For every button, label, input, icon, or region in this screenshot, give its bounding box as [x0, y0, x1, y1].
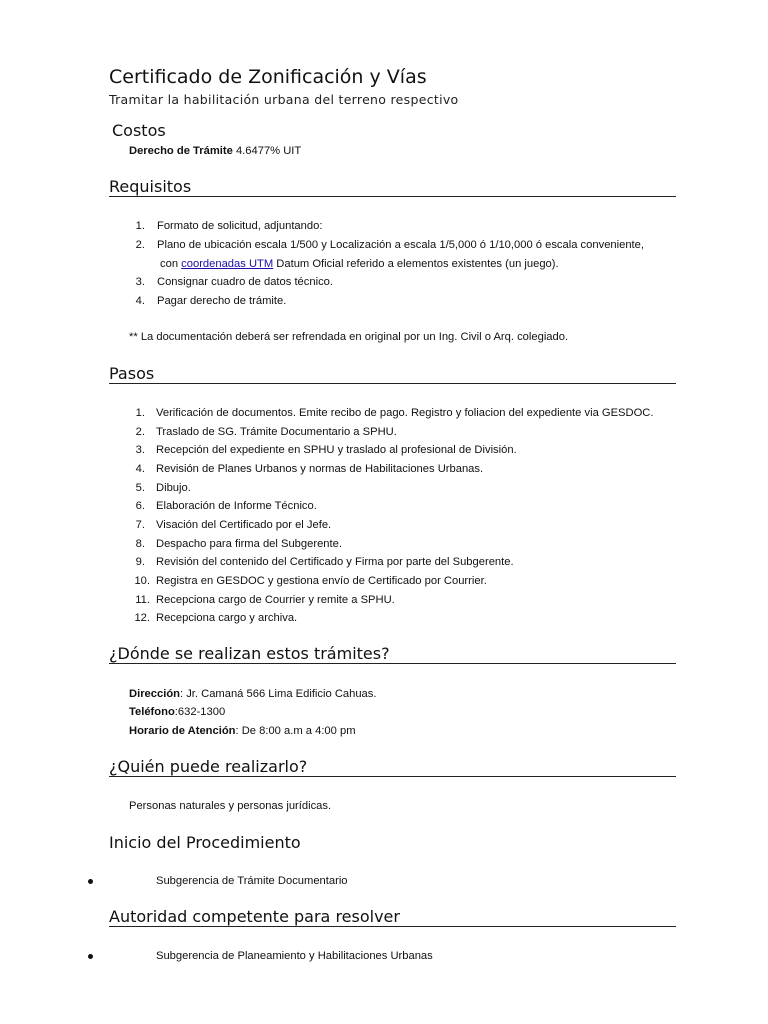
- page-title: Certificado de Zonificación y Vías: [109, 66, 427, 88]
- list-item-text: Recepción del expediente en SPHU y traslado al profesional de División.: [156, 444, 517, 456]
- quien-heading: ¿Quién puede realizarlo?: [109, 757, 308, 776]
- donde-divider: [109, 663, 676, 664]
- list-item-text: Registra en GESDOC y gestiona envío de Certificado por Courrier.: [156, 575, 487, 587]
- direccion-line: [129, 688, 377, 700]
- list-item-text: Verificación de documentos. Emite recibo de pago. Registro y foliacion del expediente via GESDOC.: [156, 407, 654, 419]
- costos-label: Derecho de Trámite: [129, 145, 233, 157]
- horario-value: : De 8:00 a.m a 4:00 pm: [235, 725, 356, 737]
- list-number: 2.: [135, 426, 145, 438]
- requisitos-divider: [109, 196, 676, 197]
- list-number: 11.: [135, 594, 150, 606]
- autoridad-heading: Autoridad competente para resolver: [109, 907, 400, 926]
- requisito-item-continuation: [160, 258, 559, 270]
- pasos-heading: Pasos: [109, 364, 155, 383]
- costos-heading: Costos: [112, 121, 166, 140]
- list-number: 7.: [135, 519, 145, 531]
- list-item-text: Dibujo.: [156, 482, 191, 494]
- coordenadas-utm-link[interactable]: coordenadas UTM: [181, 258, 274, 270]
- inicio-item: Subgerencia de Trámite Documentario: [156, 875, 348, 887]
- costos-value: 4.6477% UIT: [235, 145, 302, 157]
- inicio-heading: Inicio del Procedimiento: [109, 833, 301, 852]
- list-item-text: Pagar derecho de trámite.: [157, 295, 287, 307]
- continuation-text-before: con: [160, 258, 179, 270]
- list-item-text: Recepciona cargo de Courrier y remite a SPHU.: [156, 594, 395, 606]
- horario-label: Horario de Atención: [129, 725, 236, 737]
- bullet-icon: [88, 954, 93, 959]
- list-number: 3.: [135, 444, 145, 456]
- list-number: 2.: [135, 239, 145, 251]
- list-number: 10.: [134, 575, 150, 587]
- costos-line: [129, 145, 301, 157]
- list-item-text: Recepciona cargo y archiva.: [156, 612, 298, 624]
- list-number: 9.: [135, 556, 145, 568]
- telefono-value: :632-1300: [174, 706, 226, 718]
- list-item-text: Formato de solicitud, adjuntando:: [157, 220, 323, 232]
- list-item-text: Despacho para firma del Subgerente.: [156, 538, 342, 550]
- quien-text: Personas naturales y personas jurídicas.: [129, 800, 332, 812]
- requisitos-heading: Requisitos: [109, 177, 192, 196]
- list-item-text: Plano de ubicación escala 1/500 y Localización a escala 1/5,000 ó 1/10,000 ó escala conveniente,: [157, 239, 645, 251]
- list-number: 8.: [135, 538, 145, 550]
- list-item-text: Visación del Certificado por el Jefe.: [156, 519, 332, 531]
- list-item-text: Elaboración de Informe Técnico.: [156, 500, 317, 512]
- list-number: 4.: [135, 463, 145, 475]
- list-item-text: Traslado de SG. Trámite Documentario a SPHU.: [156, 426, 397, 438]
- direccion-value: : Jr. Camaná 566 Lima Edificio Cahuas.: [179, 688, 377, 700]
- page-subtitle: Tramitar la habilitación urbana del terreno respectivo: [109, 92, 459, 107]
- bullet-icon: [88, 879, 93, 884]
- telefono-line: [129, 706, 225, 718]
- list-number: 1.: [135, 407, 145, 419]
- requisitos-note: ** La documentación deberá ser refrendada en original por un Ing. Civil o Arq. colegiado.: [129, 331, 569, 343]
- list-number: 4.: [135, 295, 145, 307]
- quien-divider: [109, 776, 676, 777]
- donde-heading: ¿Dónde se realizan estos trámites?: [109, 644, 390, 663]
- horario-line: [129, 725, 356, 737]
- direccion-label: Dirección: [129, 688, 180, 700]
- list-item-text: Consignar cuadro de datos técnico.: [157, 276, 334, 288]
- list-item-text: Revisión de Planes Urbanos y normas de Habilitaciones Urbanas.: [156, 463, 484, 475]
- list-number: 1.: [135, 220, 145, 232]
- autoridad-item: Subgerencia de Planeamiento y Habilitaciones Urbanas: [156, 950, 433, 962]
- list-item-text: Revisión del contenido del Certificado y Firma por parte del Subgerente.: [156, 556, 514, 568]
- list-number: 5.: [135, 482, 145, 494]
- telefono-label: Teléfono: [129, 706, 175, 718]
- list-number: 12.: [134, 612, 150, 624]
- pasos-divider: [109, 383, 676, 384]
- list-number: 3.: [135, 276, 145, 288]
- autoridad-divider: [109, 926, 676, 927]
- list-number: 6.: [135, 500, 145, 512]
- continuation-text-after: Datum Oficial referido a elementos existentes (un juego).: [276, 258, 559, 270]
